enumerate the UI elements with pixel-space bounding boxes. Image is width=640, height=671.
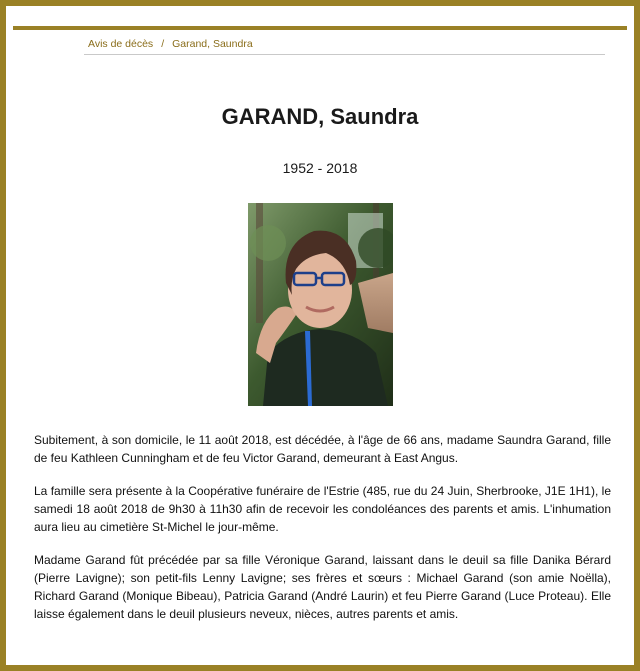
obituary-paragraph-family: Madame Garand fût précédée par sa fille Véronique Garand, laissant dans le deuil sa fille Danika Bérard (Pierre Lavigne); son petit-fils Lenny Lavigne; ses frères et sœurs : Michael Garand (son amie Noëlla), Richard Garand (Monique Bibeau), Patricia Garand (André Laurin) et feu Pierre Garand (Luce Proteau). Elle laisse également dans le deuil plusieurs neveux, nièces, autres parents et amis. <box>34 553 611 621</box>
breadcrumb <box>88 38 253 50</box>
breadcrumb-current: Garand, Saundra <box>172 38 253 50</box>
life-years: 1952 - 2018 <box>282 160 358 176</box>
top-gold-rule <box>13 26 627 30</box>
obituary-paragraph-visitation: La famille sera présente à la Coopérative funéraire de l'Estrie (485, rue du 24 Juin, Sherbrooke, J1E 1H1), le samedi 18 août 2018 de 9h30 à 11h30 afin de recevoir les condoléances des parents et amis. L'inhumation aura lieu au cimetière St-Michel le jour-même. <box>34 484 611 534</box>
portrait-photo-icon <box>248 203 393 406</box>
breadcrumb-separator: / <box>161 38 165 50</box>
portrait-photo <box>248 203 393 406</box>
obituary-paragraph-announcement: Subitement, à son domicile, le 11 août 2018, est décédée, à l'âge de 66 ans, madame Saundra Garand, fille de feu Kathleen Cunningham et de feu Victor Garand, demeurant à East Angus. <box>34 433 611 465</box>
obituary-text <box>34 431 611 638</box>
breadcrumb-link-obituaries[interactable]: Avis de décès <box>88 38 154 50</box>
page-title: GARAND, Saundra <box>221 104 419 129</box>
breadcrumb-divider <box>84 54 605 55</box>
